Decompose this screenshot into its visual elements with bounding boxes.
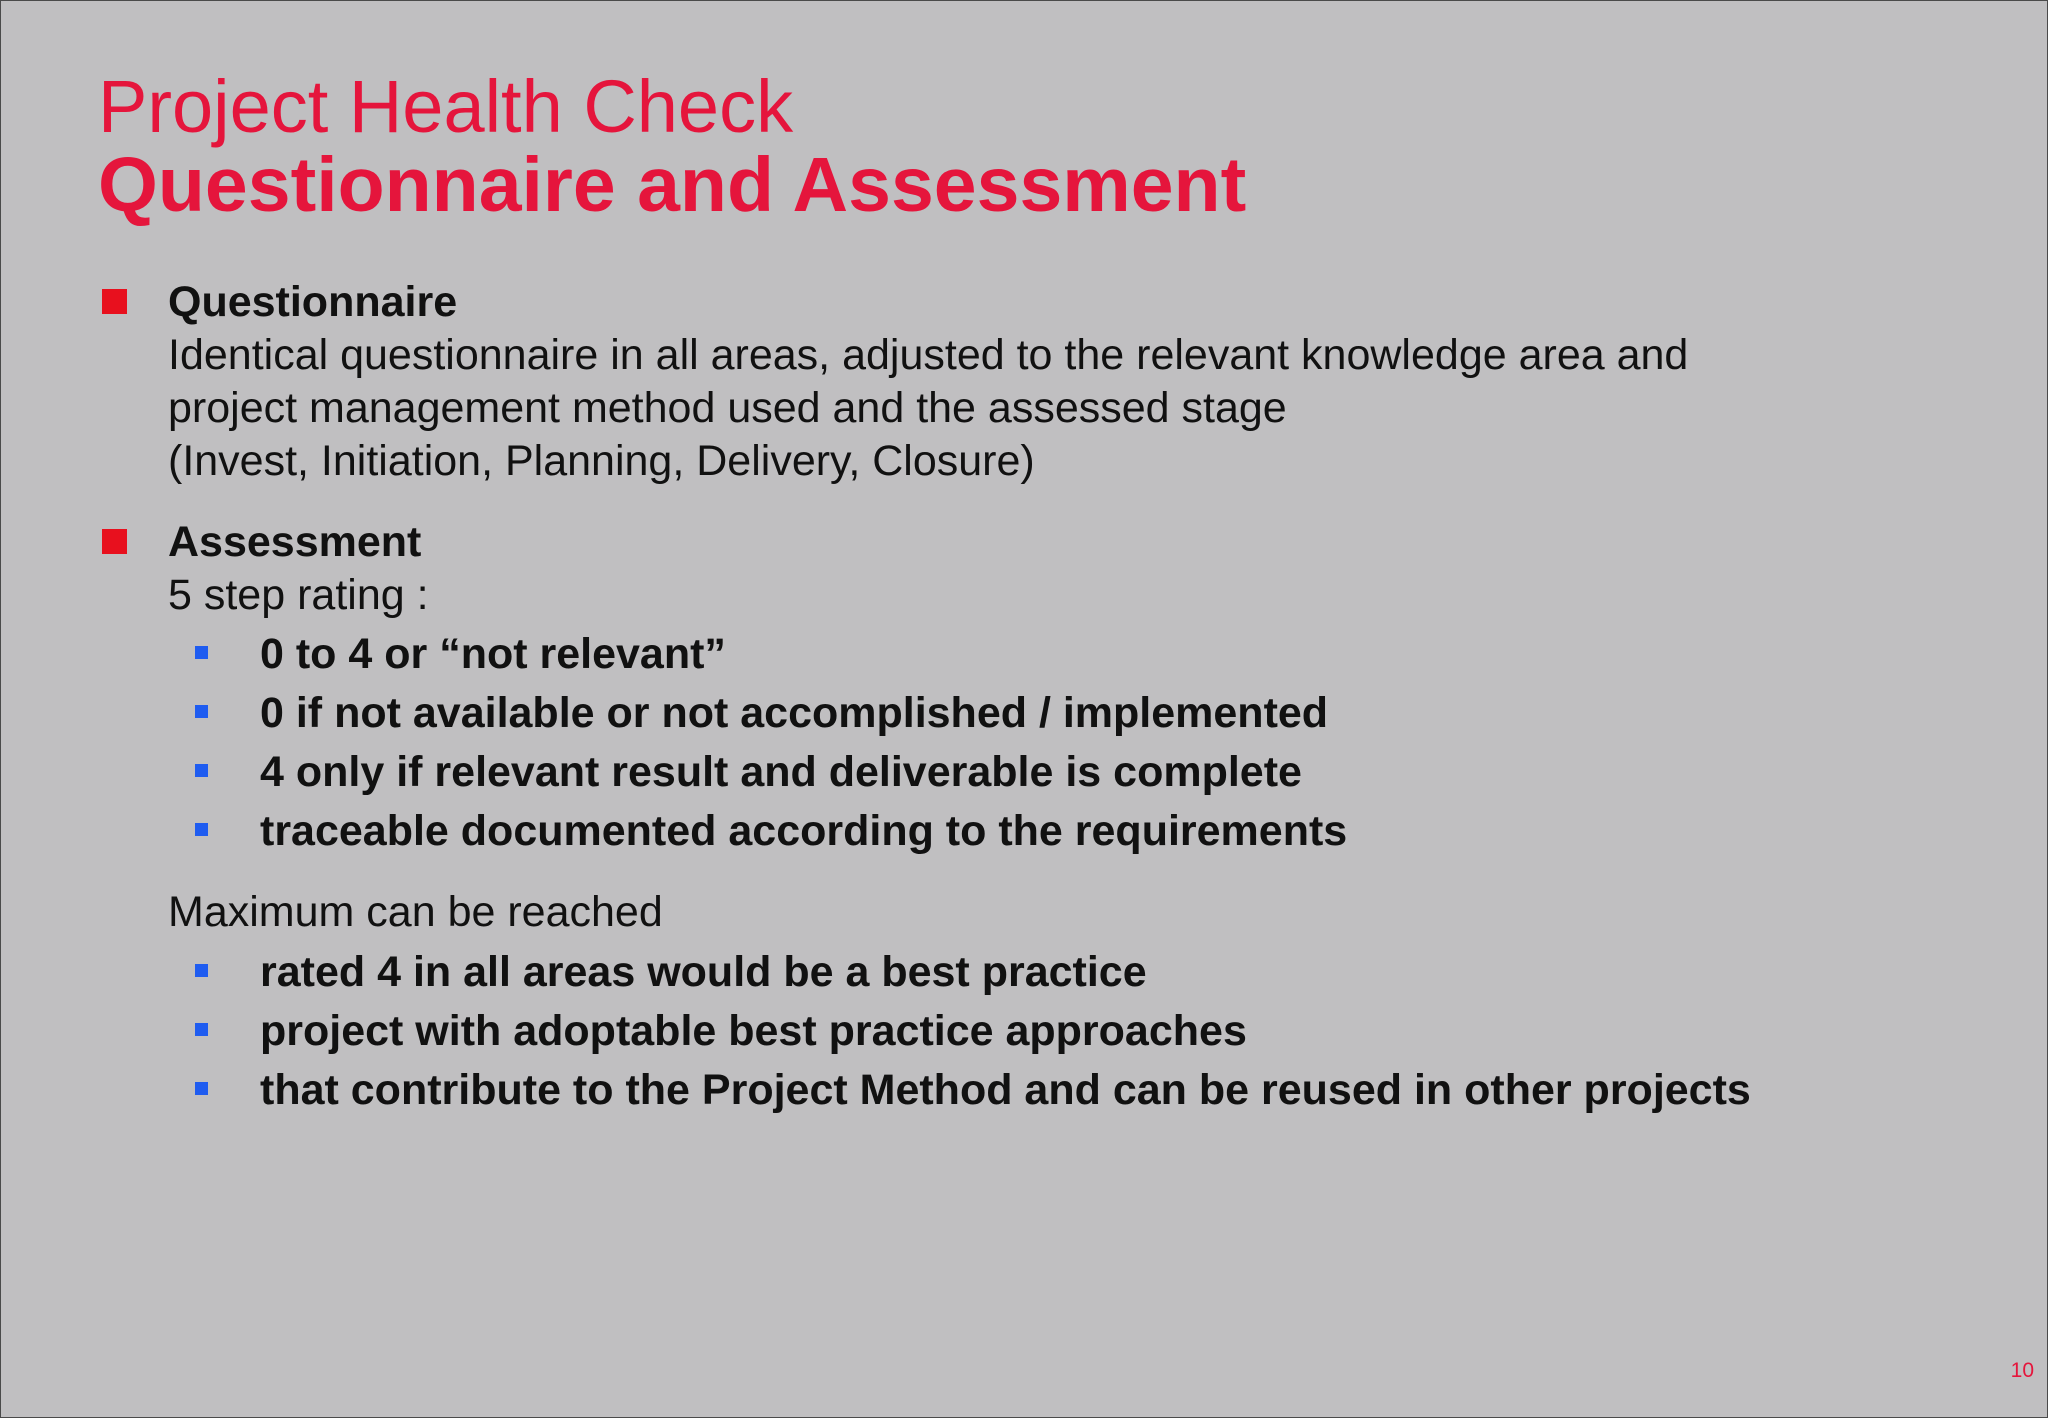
assessment-intro: 5 step rating : [168, 571, 429, 619]
small-square-bullet-icon [195, 646, 208, 659]
rating-item: 4 only if relevant result and deliverable is complete [260, 748, 1302, 796]
questionnaire-heading: Questionnaire [168, 278, 458, 326]
rating-item: 0 to 4 or “not relevant” [260, 630, 726, 678]
maximum-item: rated 4 in all areas would be a best practice [260, 948, 1147, 996]
small-square-bullet-icon [195, 1023, 208, 1036]
square-bullet-icon [102, 289, 127, 314]
slide-subtitle: Questionnaire and Assessment [98, 142, 1247, 228]
assessment-heading: Assessment [168, 518, 422, 566]
rating-item: 0 if not available or not accomplished / implemented [260, 689, 1329, 737]
page-number: 10 [2010, 1359, 2034, 1382]
maximum-intro: Maximum can be reached [168, 888, 663, 936]
slide-title: Project Health Check [98, 65, 794, 148]
square-bullet-icon [102, 529, 127, 554]
small-square-bullet-icon [195, 705, 208, 718]
rating-item: traceable documented according to the requirements [260, 807, 1348, 855]
maximum-item: that contribute to the Project Method and can be reused in other projects [260, 1066, 1751, 1114]
small-square-bullet-icon [195, 1082, 208, 1095]
small-square-bullet-icon [195, 823, 208, 836]
questionnaire-text-line: (Invest, Initiation, Planning, Delivery, Closure) [168, 437, 1035, 485]
questionnaire-text-line: project management method used and the assessed stage [168, 384, 1287, 432]
small-square-bullet-icon [195, 764, 208, 777]
questionnaire-text-line: Identical questionnaire in all areas, adjusted to the relevant knowledge area and [168, 331, 1689, 379]
small-square-bullet-icon [195, 964, 208, 977]
maximum-item: project with adoptable best practice approaches [260, 1007, 1247, 1055]
